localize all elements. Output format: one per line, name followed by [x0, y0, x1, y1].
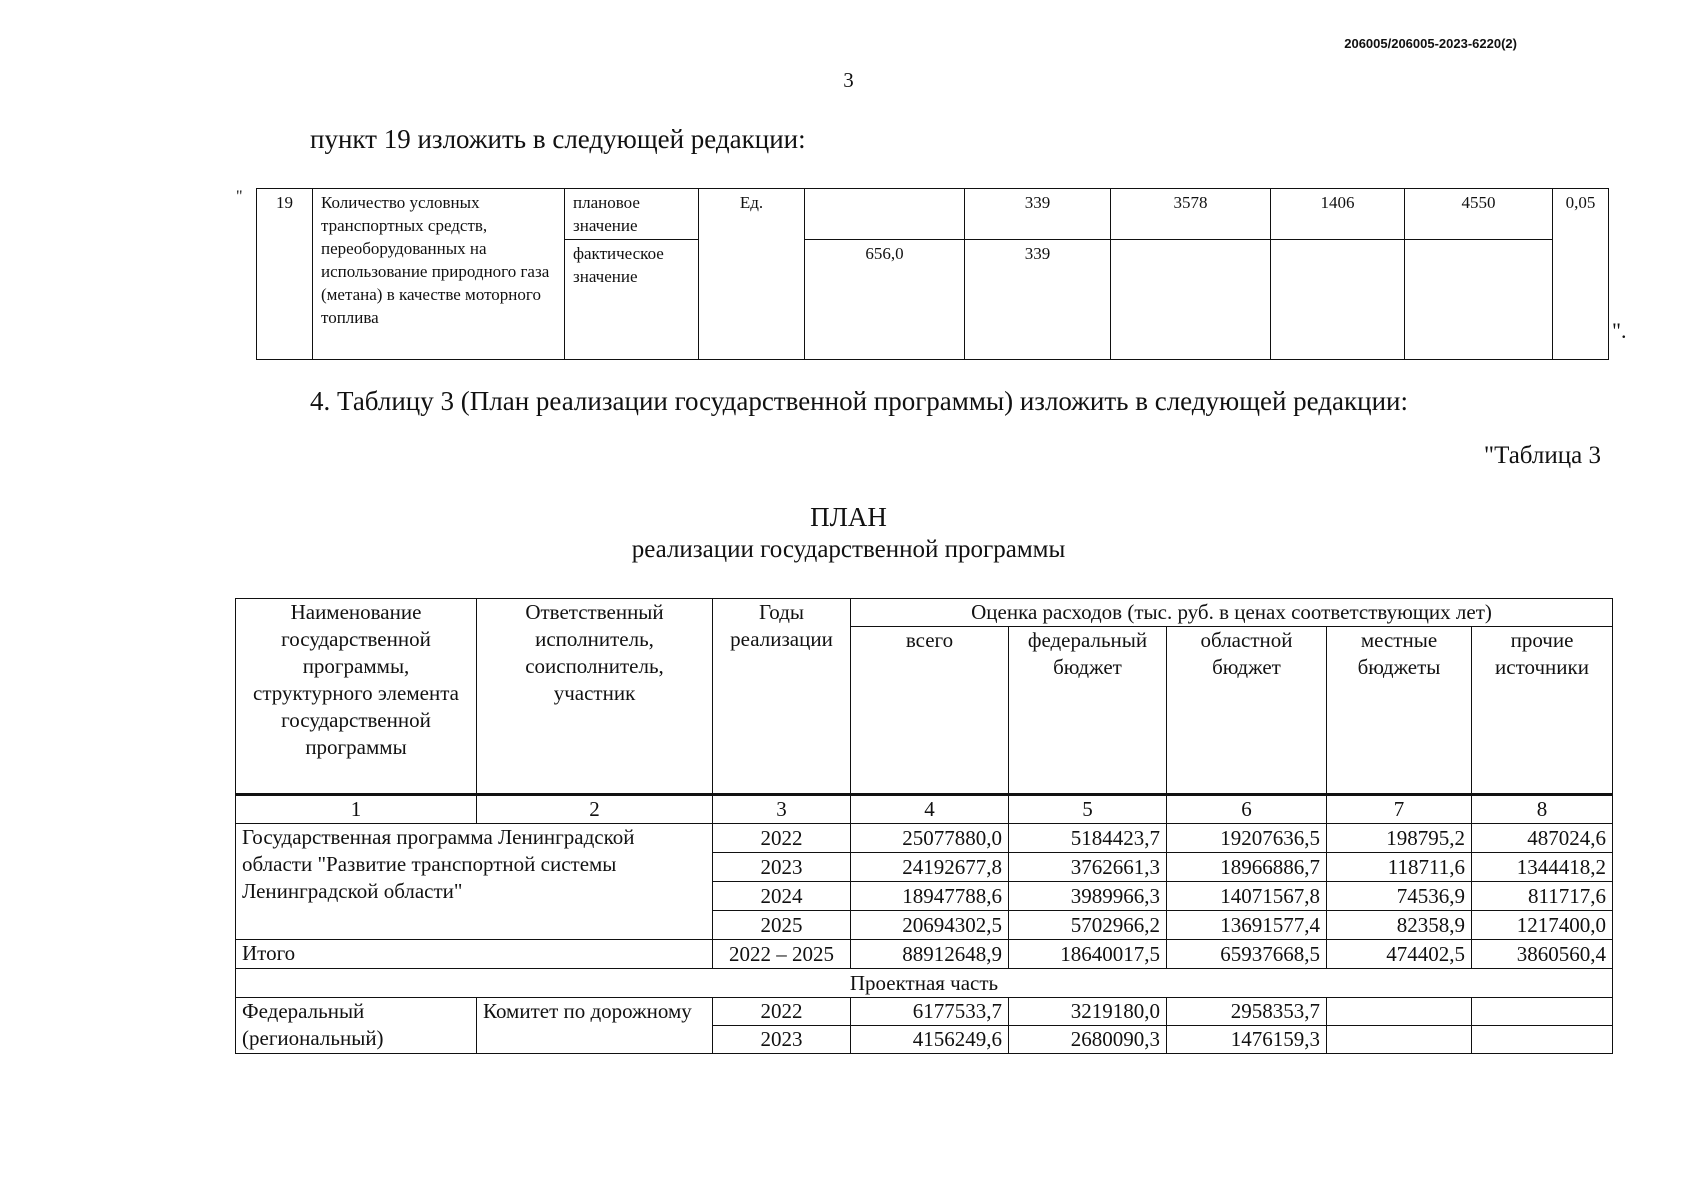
- total-cell: 18947788,6: [851, 882, 1009, 911]
- other-cell: 1217400,0: [1472, 911, 1613, 940]
- header-years: Годы реализации: [713, 599, 851, 795]
- regional-cell: 19207636,5: [1167, 824, 1327, 853]
- federal-cell: 3219180,0: [1009, 998, 1167, 1026]
- other-cell: 487024,6: [1472, 824, 1613, 853]
- column-number: 7: [1327, 795, 1472, 824]
- column-number: 6: [1167, 795, 1327, 824]
- indicator-unit: Ед.: [699, 189, 805, 360]
- regional-cell: 1476159,3: [1167, 1026, 1327, 1054]
- total-cell: 4156249,6: [851, 1026, 1009, 1054]
- plan-table: [235, 598, 1613, 1054]
- header-federal: федеральный бюджет: [1009, 627, 1167, 795]
- local-cell: [1327, 998, 1472, 1026]
- section-label: Проектная часть: [236, 969, 1613, 998]
- total-cell: 25077880,0: [851, 824, 1009, 853]
- header-other: прочие источники: [1472, 627, 1613, 795]
- plan-subtitle: реализации государственной программы: [631, 536, 1066, 563]
- regional-cell: 18966886,7: [1167, 853, 1327, 882]
- value-cell: [1271, 240, 1405, 360]
- column-number: 1: [236, 795, 477, 824]
- total-label: Итого: [236, 940, 713, 969]
- intro-text: пункт 19 изложить в следующей редакции:: [310, 124, 806, 154]
- header-name: Наименование государственной программы, структурного элемента государственной программы: [236, 599, 477, 795]
- header-responsible: Ответственный исполнитель, соисполнитель, участник: [477, 599, 713, 795]
- plan-title: ПЛАН: [810, 502, 887, 532]
- column-number: 8: [1472, 795, 1613, 824]
- federal-cell: 5702966,2: [1009, 911, 1167, 940]
- regional-cell: 2958353,7: [1167, 998, 1327, 1026]
- local-cell: 198795,2: [1327, 824, 1472, 853]
- project-name: Федеральный (региональный): [236, 998, 477, 1054]
- federal-cell: 5184423,7: [1009, 824, 1167, 853]
- local-cell: [1327, 1026, 1472, 1054]
- header-total: всего: [851, 627, 1009, 795]
- total-cell: 24192677,8: [851, 853, 1009, 882]
- document-id: 206005/206005-2023-6220(2): [1344, 36, 1517, 51]
- regional-cell: 13691577,4: [1167, 911, 1327, 940]
- year-cell: 2022 – 2025: [713, 940, 851, 969]
- column-number: 5: [1009, 795, 1167, 824]
- column-number: 3: [713, 795, 851, 824]
- other-cell: 3860560,4: [1472, 940, 1613, 969]
- close-quote: ".: [1612, 318, 1627, 343]
- federal-cell: 18640017,5: [1009, 940, 1167, 969]
- program-name: Государственная программа Ленинградской области "Развитие транспортной системы Ленинградской области": [236, 824, 713, 940]
- open-quote: ": [236, 188, 243, 205]
- other-cell: [1472, 998, 1613, 1026]
- total-cell: 20694302,5: [851, 911, 1009, 940]
- local-cell: 82358,9: [1327, 911, 1472, 940]
- other-cell: 811717,6: [1472, 882, 1613, 911]
- year-cell: 2022: [713, 998, 851, 1026]
- point-4-text: 4. Таблицу 3 (План реализации государственной программы) изложить в следующей редакции:: [310, 386, 1408, 416]
- header-local: местные бюджеты: [1327, 627, 1472, 795]
- year-cell: 2024: [713, 882, 851, 911]
- value-type: плановое значение: [565, 189, 699, 240]
- other-cell: 1344418,2: [1472, 853, 1613, 882]
- value-cell: [1111, 240, 1271, 360]
- header-regional: областной бюджет: [1167, 627, 1327, 795]
- year-cell: 2022: [713, 824, 851, 853]
- local-cell: 74536,9: [1327, 882, 1472, 911]
- value-cell: 339: [965, 189, 1111, 240]
- value-cell: 1406: [1271, 189, 1405, 240]
- federal-cell: 3762661,3: [1009, 853, 1167, 882]
- total-cell: 6177533,7: [851, 998, 1009, 1026]
- other-cell: [1472, 1026, 1613, 1054]
- indicator-table: [256, 188, 1609, 360]
- value-cell: 339: [965, 240, 1111, 360]
- indicator-number: 19: [257, 189, 313, 360]
- column-number: 4: [851, 795, 1009, 824]
- year-cell: 2023: [713, 1026, 851, 1054]
- column-number: 2: [477, 795, 713, 824]
- federal-cell: 3989966,3: [1009, 882, 1167, 911]
- value-cell: 656,0: [805, 240, 965, 360]
- indicator-name: Количество условных транспортных средств, переоборудованных на использование природного газа (метана) в качестве моторного топлива: [313, 189, 565, 360]
- local-cell: 474402,5: [1327, 940, 1472, 969]
- header-estimate: Оценка расходов (тыс. руб. в ценах соответствующих лет): [851, 599, 1613, 627]
- year-cell: 2023: [713, 853, 851, 882]
- local-cell: 118711,6: [1327, 853, 1472, 882]
- project-responsible: Комитет по дорожному: [477, 998, 713, 1054]
- value-cell: 3578: [1111, 189, 1271, 240]
- regional-cell: 14071567,8: [1167, 882, 1327, 911]
- value-cell: [805, 189, 965, 240]
- indicator-weight: 0,05: [1553, 189, 1609, 360]
- table-caption: "Таблица 3: [1483, 442, 1601, 469]
- value-cell: 4550: [1405, 189, 1553, 240]
- year-cell: 2025: [713, 911, 851, 940]
- value-type: фактическое значение: [565, 240, 699, 360]
- regional-cell: 65937668,5: [1167, 940, 1327, 969]
- total-cell: 88912648,9: [851, 940, 1009, 969]
- page-number: 3: [843, 68, 854, 92]
- federal-cell: 2680090,3: [1009, 1026, 1167, 1054]
- value-cell: [1405, 240, 1553, 360]
